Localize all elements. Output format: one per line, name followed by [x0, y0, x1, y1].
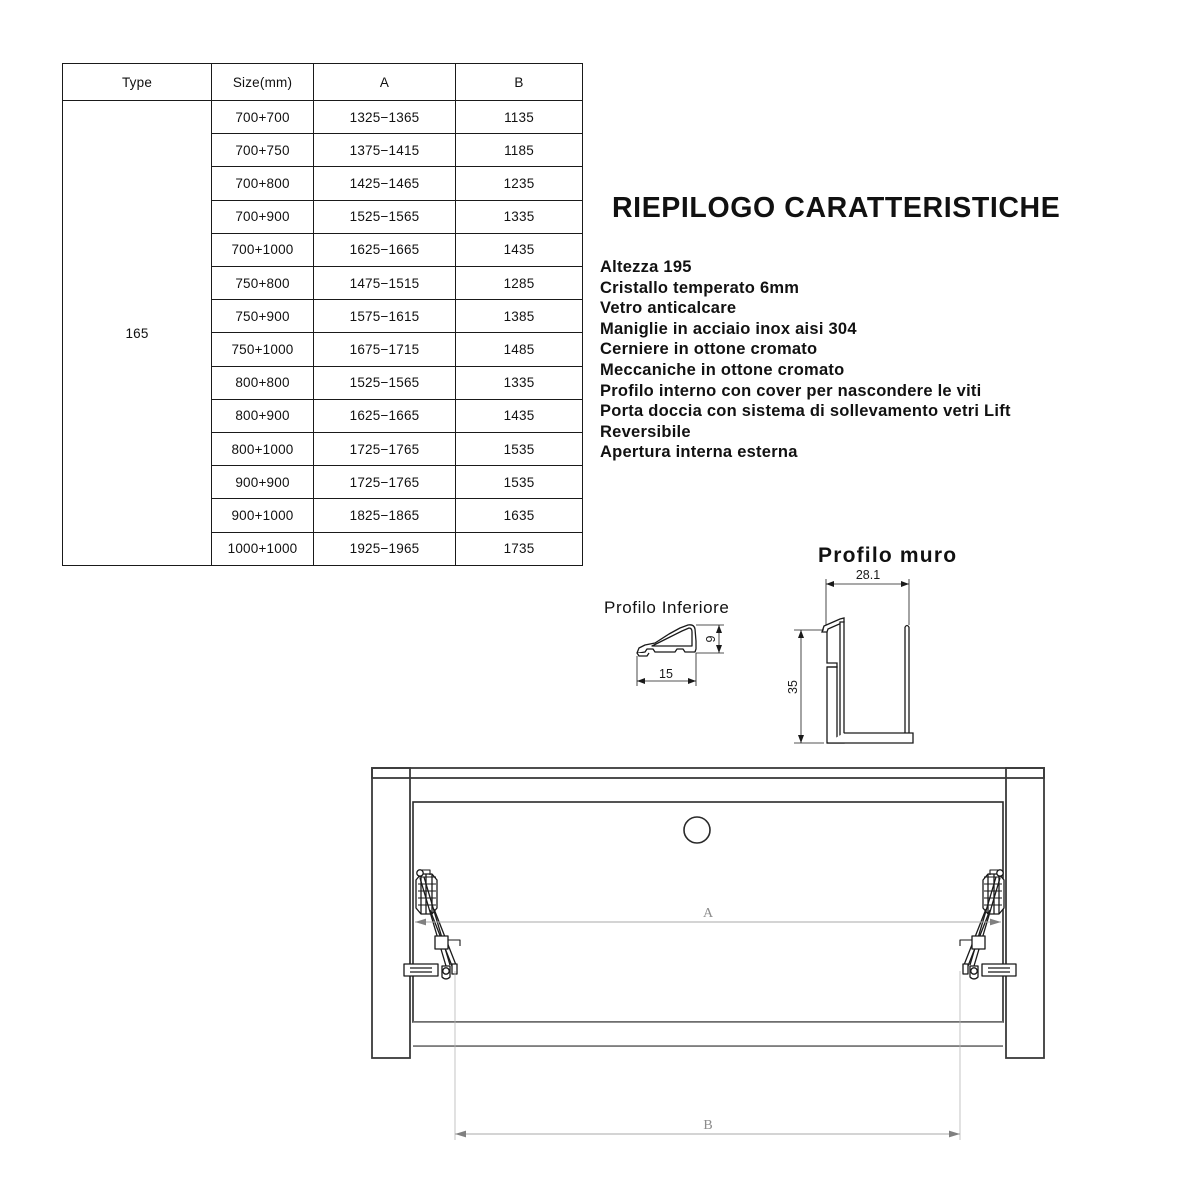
characteristic-line: Altezza 195 — [600, 258, 692, 276]
characteristics-title: RIEPILOGO CARATTERISTICHE — [612, 192, 1061, 224]
bottom-profile-height-dim: 9 — [704, 635, 718, 643]
characteristic-line: Vetro anticalcare — [600, 299, 737, 318]
cell-a: 1425−1465 — [314, 167, 456, 200]
characteristic-line: Porta doccia con sistema di sollevamento vetri Lift — [600, 402, 1011, 421]
cell-b: 1335 — [456, 366, 583, 399]
cell-b: 1285 — [456, 267, 583, 300]
cell-size: 750+900 — [212, 300, 314, 333]
cell-b: 1435 — [456, 233, 583, 266]
cell-b: 1435 — [456, 399, 583, 432]
cell-size: 700+800 — [212, 167, 314, 200]
cell-b: 1135 — [456, 101, 583, 134]
cell-a: 1575−1615 — [314, 300, 456, 333]
cell-b: 1535 — [456, 433, 583, 466]
bottom-profile-width-dim: 15 — [659, 667, 673, 681]
cell-b: 1735 — [456, 532, 583, 565]
cell-b: 1385 — [456, 300, 583, 333]
cell-b: 1335 — [456, 200, 583, 233]
table-body — [63, 101, 583, 566]
characteristic-line: Cristallo temperato 6mm — [600, 278, 800, 297]
cell-b: 1535 — [456, 466, 583, 499]
cell-b: 1485 — [456, 333, 583, 366]
cell-a: 1925−1965 — [314, 532, 456, 565]
cell-a: 1475−1515 — [314, 267, 456, 300]
cell-size: 750+800 — [212, 267, 314, 300]
wall-profile-label: Profilo muro — [818, 544, 958, 567]
characteristic-line: Meccaniche in ottone cromato — [600, 360, 845, 379]
shower-door-elevation-drawing — [360, 760, 1060, 1190]
wall-profile-drawing — [788, 565, 968, 750]
header-type: Type — [63, 64, 212, 101]
cell-size: 800+1000 — [212, 433, 314, 466]
characteristic-line: Cerniere in ottone cromato — [600, 340, 818, 359]
cell-a: 1625−1665 — [314, 233, 456, 266]
cell-size: 800+900 — [212, 399, 314, 432]
cell-b: 1635 — [456, 499, 583, 532]
header-size: Size(mm) — [212, 64, 314, 101]
cell-a: 1725−1765 — [314, 466, 456, 499]
handle-knob-icon — [684, 817, 710, 843]
dimension-b-label: B — [703, 1118, 713, 1133]
cell-size: 800+800 — [212, 366, 314, 399]
cell-a: 1375−1415 — [314, 134, 456, 167]
cell-size: 900+1000 — [212, 499, 314, 532]
wall-profile-width-dim: 28.1 — [855, 568, 881, 582]
cell-a: 1725−1765 — [314, 433, 456, 466]
bottom-profile-drawing — [625, 612, 775, 707]
dimension-a-label: A — [702, 906, 714, 921]
cell-a: 1825−1865 — [314, 499, 456, 532]
bottom-profile-label: Profilo Inferiore — [604, 598, 730, 617]
characteristics-list — [600, 257, 1011, 463]
header-b: B — [456, 64, 583, 101]
header-a: A — [314, 64, 456, 101]
table-row — [63, 101, 583, 134]
cell-size: 700+750 — [212, 134, 314, 167]
cell-size: 700+1000 — [212, 233, 314, 266]
cell-size: 750+1000 — [212, 333, 314, 366]
characteristic-line: Profilo interno con cover per nascondere le viti — [600, 381, 982, 400]
table-header-row — [63, 64, 583, 101]
cell-size: 700+900 — [212, 200, 314, 233]
cell-size: 900+900 — [212, 466, 314, 499]
characteristic-line: Maniglie in acciaio inox aisi 304 — [600, 319, 857, 338]
cell-a: 1675−1715 — [314, 333, 456, 366]
cell-size: 1000+1000 — [212, 532, 314, 565]
cell-b: 1235 — [456, 167, 583, 200]
cell-a: 1525−1565 — [314, 200, 456, 233]
cell-b: 1185 — [456, 134, 583, 167]
characteristic-line: Apertura interna esterna — [600, 443, 798, 462]
cell-size: 700+700 — [212, 101, 314, 134]
size-specification-table — [62, 63, 583, 566]
cell-a: 1325−1365 — [314, 101, 456, 134]
type-value-cell: 165 — [63, 101, 212, 566]
cell-a: 1525−1565 — [314, 366, 456, 399]
wall-profile-height-dim: 35 — [786, 680, 800, 694]
cell-a: 1625−1665 — [314, 399, 456, 432]
characteristic-line: Reversibile — [600, 422, 691, 441]
